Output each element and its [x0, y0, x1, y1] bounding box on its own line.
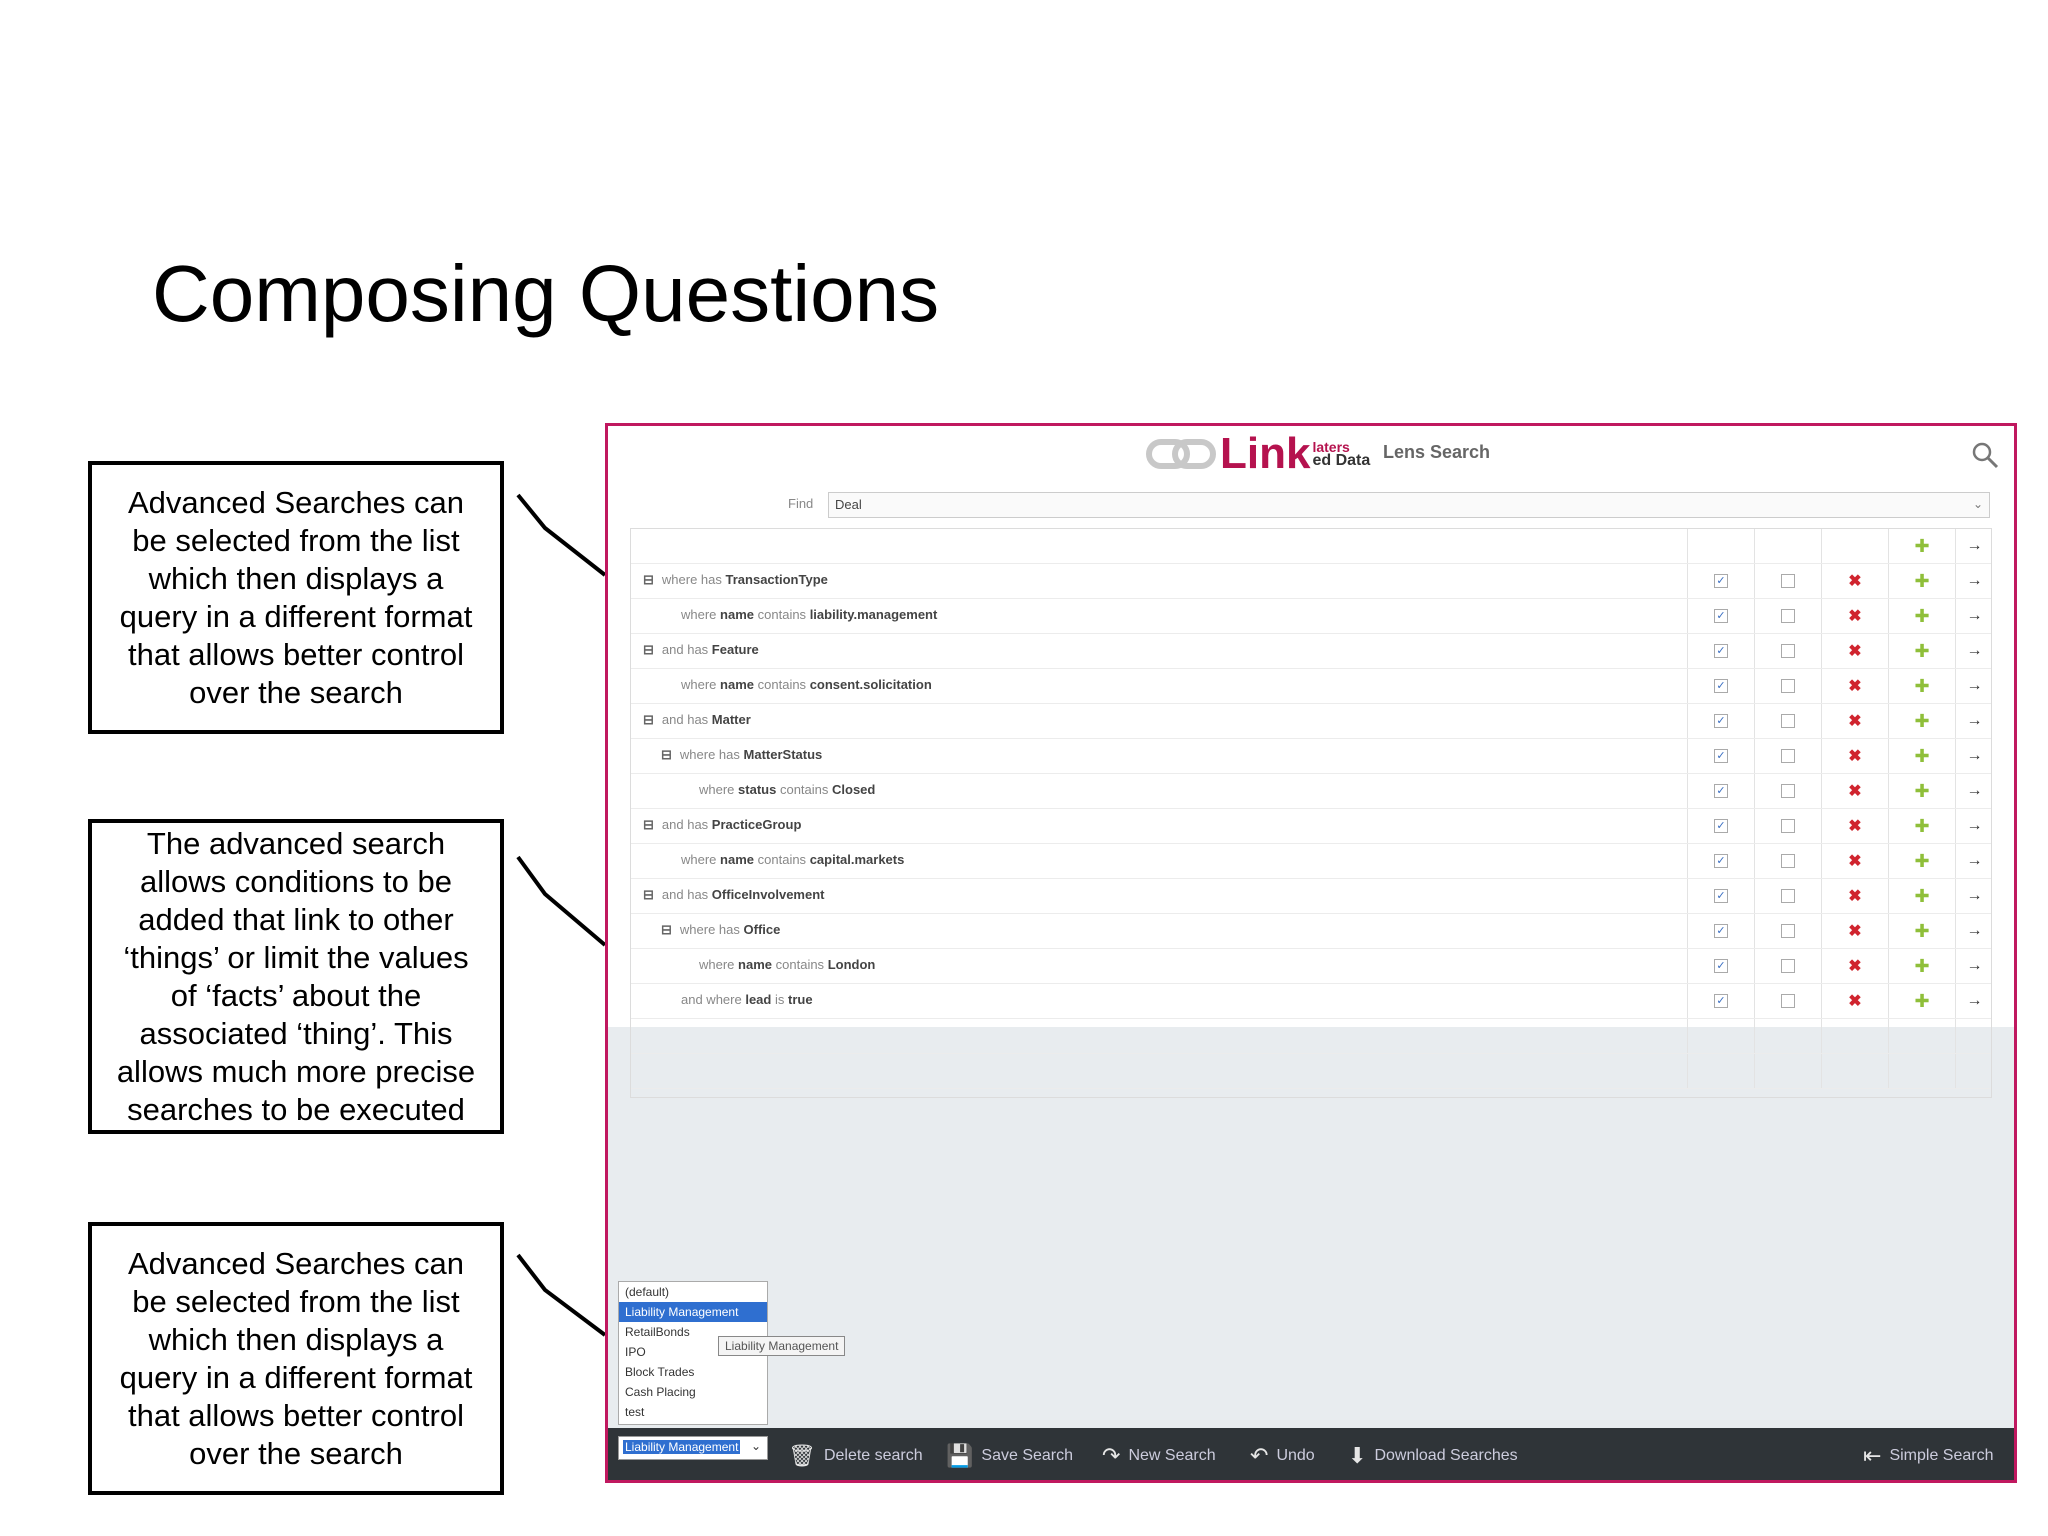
include-checkbox[interactable]: ✓	[1714, 924, 1728, 938]
find-type-select[interactable]	[828, 492, 1990, 518]
arrow-right-icon[interactable]: →	[1955, 879, 1993, 913]
include-checkbox-cell	[1687, 914, 1754, 948]
condition-prefix: and has	[661, 817, 709, 832]
new-search-button[interactable]	[1102, 1443, 1216, 1469]
add-condition-icon[interactable]: ✚	[1888, 809, 1955, 843]
delete-condition-icon[interactable]: ✖	[1821, 564, 1888, 598]
delete-condition-icon[interactable]: ✖	[1821, 739, 1888, 773]
delete-condition-icon[interactable]: ✖	[1821, 879, 1888, 913]
arrow-right-icon[interactable]: →	[1955, 704, 1993, 738]
undo-label: Undo	[1276, 1447, 1315, 1464]
include-checkbox-cell	[1687, 669, 1754, 703]
condition-field: Office	[743, 922, 781, 937]
callout-saved-searches-bottom	[88, 1222, 504, 1495]
include-checkbox[interactable]: ✓	[1714, 784, 1728, 798]
condition-field: OfficeInvolvement	[711, 887, 825, 902]
saved-search-option[interactable]: Liability Management	[619, 1302, 767, 1322]
include-checkbox-cell	[1687, 599, 1754, 633]
logo-suffix	[1312, 440, 1370, 468]
optional-checkbox-cell	[1754, 914, 1821, 948]
condition-op: contains	[779, 782, 829, 797]
condition-prefix: where	[681, 607, 717, 622]
include-checkbox-cell	[1687, 879, 1754, 913]
include-checkbox[interactable]: ✓	[1714, 854, 1728, 868]
condition-op: contains	[757, 677, 807, 692]
app-header	[608, 426, 2014, 482]
optional-checkbox[interactable]	[1781, 679, 1795, 693]
include-checkbox[interactable]: ✓	[1714, 994, 1728, 1008]
add-condition-icon[interactable]: ✚	[1888, 949, 1955, 983]
optional-checkbox[interactable]	[1781, 609, 1795, 623]
linkedata-logo	[1146, 429, 1371, 478]
include-checkbox-cell	[1687, 984, 1754, 1018]
include-checkbox-cell	[1687, 634, 1754, 668]
arrow-right-icon[interactable]: →	[1955, 809, 1993, 843]
download-searches-button[interactable]	[1348, 1443, 1518, 1469]
empty-cell	[1821, 1019, 1888, 1053]
optional-checkbox-cell	[1754, 599, 1821, 633]
undo-arrow-icon: ↶	[1250, 1443, 1269, 1468]
query-row	[631, 844, 1991, 879]
slide-title: Composing Questions	[152, 249, 940, 338]
delete-condition-icon[interactable]: ✖	[1821, 984, 1888, 1018]
delete-search-label: Delete search	[823, 1447, 923, 1464]
add-condition-icon[interactable]: ✚	[1888, 564, 1955, 598]
include-checkbox[interactable]: ✓	[1714, 959, 1728, 973]
arrow-right-icon[interactable]: →	[1955, 949, 1993, 983]
delete-condition-icon[interactable]: ✖	[1821, 809, 1888, 843]
delete-condition-icon[interactable]: ✖	[1821, 949, 1888, 983]
saved-search-tooltip: Liability Management	[718, 1336, 845, 1356]
query-row	[631, 774, 1991, 809]
add-condition-icon[interactable]: ✚	[1888, 669, 1955, 703]
collapse-toggle-icon[interactable]: ⊟	[643, 572, 654, 587]
include-checkbox-cell	[1687, 564, 1754, 598]
condition-text[interactable]	[661, 747, 822, 763]
empty-cell	[1888, 1054, 1955, 1088]
condition-value: London	[827, 957, 876, 972]
empty-cell	[1955, 1019, 1993, 1053]
add-condition-icon[interactable]: ✚	[1888, 774, 1955, 808]
query-row	[631, 809, 1991, 844]
saved-search-option[interactable]: RetailBonds	[625, 1325, 690, 1339]
collapse-toggle-icon[interactable]: ⊟	[661, 747, 672, 762]
condition-prefix: where has	[679, 747, 740, 762]
delete-condition-icon[interactable]: ✖	[1821, 669, 1888, 703]
logo-sub-text: ed Data	[1312, 452, 1371, 469]
condition-op: contains	[757, 607, 807, 622]
condition-prefix: where has	[679, 922, 740, 937]
condition-text[interactable]	[699, 782, 875, 797]
condition-field: PracticeGroup	[711, 817, 802, 832]
optional-checkbox[interactable]	[1781, 819, 1795, 833]
optional-checkbox[interactable]	[1781, 994, 1795, 1008]
arrow-right-icon[interactable]: →	[1955, 914, 1993, 948]
collapse-toggle-icon[interactable]: ⊟	[643, 817, 654, 832]
callout-text: Advanced Searches can be selected from the list which then displays a query in a different format that allows better control over the search	[119, 1245, 473, 1471]
condition-value: capital.markets	[809, 852, 905, 867]
add-condition-icon[interactable]: ✚	[1888, 984, 1955, 1018]
optional-checkbox[interactable]	[1781, 924, 1795, 938]
add-condition-icon[interactable]: ✚	[1888, 599, 1955, 633]
arrow-right-icon[interactable]: →	[1955, 739, 1993, 773]
include-checkbox[interactable]: ✓	[1714, 714, 1728, 728]
saved-searches-select[interactable]	[618, 1436, 768, 1460]
simple-search-label: Simple Search	[1889, 1447, 1994, 1464]
optional-checkbox-cell	[1754, 669, 1821, 703]
undo-button[interactable]	[1250, 1443, 1315, 1469]
optional-checkbox-cell	[1754, 564, 1821, 598]
arrow-right-icon[interactable]: →	[1955, 564, 1993, 598]
collapse-toggle-icon[interactable]: ⊟	[661, 922, 672, 937]
optional-checkbox[interactable]	[1781, 644, 1795, 658]
condition-field: name	[720, 607, 755, 622]
header-cell	[1687, 529, 1754, 563]
optional-checkbox-cell	[1754, 774, 1821, 808]
saved-search-option[interactable]: (default)	[625, 1285, 670, 1299]
include-checkbox[interactable]: ✓	[1714, 749, 1728, 763]
optional-checkbox[interactable]	[1781, 784, 1795, 798]
empty-cell	[1888, 1019, 1955, 1053]
condition-text[interactable]	[699, 957, 875, 972]
condition-prefix: and has	[661, 642, 709, 657]
empty-cell	[1754, 1054, 1821, 1088]
condition-text[interactable]	[681, 607, 937, 622]
include-checkbox[interactable]: ✓	[1714, 819, 1728, 833]
empty-row	[631, 1019, 1991, 1054]
query-row	[631, 949, 1991, 984]
include-checkbox-cell	[1687, 704, 1754, 738]
condition-text[interactable]	[643, 712, 751, 728]
query-table	[630, 528, 1992, 1098]
arrow-right-icon[interactable]: →	[1955, 634, 1993, 668]
callout-text: Advanced Searches can be selected from the list which then displays a query in a different format that allows better control over the search	[119, 484, 473, 710]
delete-condition-icon[interactable]: ✖	[1821, 634, 1888, 668]
saved-search-option[interactable]: test	[625, 1405, 645, 1419]
condition-field: name	[720, 677, 755, 692]
condition-field: name	[720, 852, 755, 867]
add-condition-icon[interactable]: ✚	[1888, 879, 1955, 913]
optional-checkbox-cell	[1754, 844, 1821, 878]
condition-text[interactable]	[643, 572, 828, 588]
include-checkbox-cell	[1687, 844, 1754, 878]
condition-field: lead	[745, 992, 772, 1007]
download-searches-label: Download Searches	[1374, 1447, 1518, 1464]
condition-op: contains	[775, 957, 825, 972]
condition-prefix: where has	[661, 572, 722, 587]
add-condition-icon[interactable]: ✚	[1888, 914, 1955, 948]
download-icon: ⬇	[1348, 1443, 1367, 1468]
optional-checkbox-cell	[1754, 809, 1821, 843]
find-label: Find	[788, 496, 814, 511]
callout-advanced-search	[88, 819, 504, 1134]
save-search-label: Save Search	[981, 1447, 1074, 1464]
include-checkbox-cell	[1687, 809, 1754, 843]
save-search-button[interactable]	[946, 1443, 1073, 1469]
delete-search-button[interactable]	[788, 1443, 923, 1469]
condition-text[interactable]	[643, 642, 759, 658]
query-builder	[608, 482, 2014, 1027]
include-checkbox[interactable]: ✓	[1714, 889, 1728, 903]
arrow-right-icon[interactable]: →	[1955, 984, 1993, 1018]
query-row	[631, 564, 1991, 599]
exit-panel-icon: ⇤	[1863, 1443, 1882, 1468]
add-condition-icon[interactable]: ✚	[1888, 704, 1955, 738]
query-row	[631, 914, 1991, 949]
optional-checkbox-cell	[1754, 949, 1821, 983]
empty-cell	[1821, 1054, 1888, 1088]
bottom-toolbar	[608, 1428, 2014, 1480]
condition-op: is	[774, 992, 785, 1007]
optional-checkbox-cell	[1754, 739, 1821, 773]
optional-checkbox-cell	[1754, 704, 1821, 738]
saved-search-option[interactable]: IPO	[625, 1345, 646, 1359]
condition-value: true	[788, 992, 813, 1007]
optional-checkbox[interactable]	[1781, 889, 1795, 903]
empty-cell	[1687, 1019, 1754, 1053]
include-checkbox[interactable]: ✓	[1714, 644, 1728, 658]
condition-field: Feature	[711, 642, 759, 657]
arrow-right-icon[interactable]: →	[1955, 599, 1993, 633]
query-row	[631, 704, 1991, 739]
query-header-row	[631, 529, 1991, 564]
callout-text: The advanced search allows conditions to be added that link to other ‘things’ or limit the values of ‘facts’ about the associated ‘thing’. This allows much more precise searches to be executed	[116, 825, 476, 1127]
saved-search-selected: Liability Management	[625, 1440, 739, 1454]
chain-link-icon	[1146, 436, 1216, 472]
optional-checkbox[interactable]	[1781, 854, 1795, 868]
optional-checkbox[interactable]	[1781, 959, 1795, 973]
optional-checkbox-cell	[1754, 634, 1821, 668]
arrow-right-icon[interactable]: →	[1955, 669, 1993, 703]
condition-prefix: and has	[661, 887, 709, 902]
optional-checkbox[interactable]	[1781, 714, 1795, 728]
add-root-condition-icon[interactable]: ✚	[1888, 529, 1955, 563]
chevron-down-icon: ⌄	[1972, 497, 1983, 511]
floppy-disk-icon: 💾	[946, 1443, 974, 1468]
condition-prefix: where	[699, 957, 735, 972]
app-title: Lens Search	[1383, 442, 1491, 462]
include-checkbox-cell	[1687, 739, 1754, 773]
callout-saved-searches-top	[88, 461, 504, 734]
query-row	[631, 599, 1991, 634]
query-row	[631, 984, 1991, 1019]
trash-icon: 🗑	[788, 1443, 816, 1468]
condition-text[interactable]	[681, 677, 932, 692]
optional-checkbox-cell	[1754, 984, 1821, 1018]
condition-text[interactable]	[661, 922, 780, 938]
condition-value: Closed	[832, 782, 876, 797]
empty-cell	[1955, 1054, 1993, 1088]
include-checkbox[interactable]: ✓	[1714, 609, 1728, 623]
delete-condition-icon[interactable]: ✖	[1821, 774, 1888, 808]
query-row	[631, 634, 1991, 669]
condition-text[interactable]	[681, 992, 813, 1007]
collapse-toggle-icon[interactable]: ⊟	[643, 887, 654, 902]
collapse-toggle-icon[interactable]: ⊟	[643, 712, 654, 727]
simple-search-button[interactable]	[1863, 1443, 1993, 1469]
condition-text[interactable]	[643, 887, 825, 903]
header-cell	[1821, 529, 1888, 563]
arrow-right-icon[interactable]: →	[1955, 529, 1993, 563]
include-checkbox[interactable]: ✓	[1714, 679, 1728, 693]
condition-prefix: and where	[681, 992, 742, 1007]
query-row	[631, 739, 1991, 774]
chevron-down-icon: ⌄	[750, 1439, 761, 1453]
header-cell	[1754, 529, 1821, 563]
condition-prefix: where	[681, 677, 717, 692]
add-condition-icon[interactable]: ✚	[1888, 634, 1955, 668]
connector-line-1	[518, 495, 605, 575]
condition-field: Matter	[711, 712, 751, 727]
add-condition-icon[interactable]: ✚	[1888, 844, 1955, 878]
connector-line-3	[518, 1255, 605, 1335]
condition-prefix: where	[699, 782, 735, 797]
condition-text[interactable]	[643, 817, 801, 833]
condition-field: TransactionType	[725, 572, 828, 587]
redo-arrow-icon: ↷	[1102, 1443, 1121, 1468]
connector-line-2	[518, 857, 605, 945]
saved-search-option[interactable]: Block Trades	[625, 1365, 695, 1379]
optional-checkbox[interactable]	[1781, 749, 1795, 763]
condition-op: contains	[757, 852, 807, 867]
magnifier-icon[interactable]	[1970, 440, 2000, 470]
condition-prefix: and has	[661, 712, 709, 727]
condition-text[interactable]	[681, 852, 904, 867]
arrow-right-icon[interactable]: →	[1955, 844, 1993, 878]
delete-condition-icon[interactable]: ✖	[1821, 704, 1888, 738]
empty-row	[631, 1054, 1991, 1089]
logo-link-text: Link	[1220, 429, 1311, 478]
condition-value: liability.management	[809, 607, 938, 622]
find-row	[608, 492, 2014, 518]
saved-search-option[interactable]: Cash Placing	[625, 1385, 696, 1399]
condition-field: name	[738, 957, 773, 972]
query-row	[631, 879, 1991, 914]
delete-condition-icon[interactable]: ✖	[1821, 914, 1888, 948]
arrow-right-icon[interactable]: →	[1955, 774, 1993, 808]
collapse-toggle-icon[interactable]: ⊟	[643, 642, 654, 657]
optional-checkbox-cell	[1754, 879, 1821, 913]
optional-checkbox[interactable]	[1781, 574, 1795, 588]
new-search-label: New Search	[1128, 1447, 1216, 1464]
empty-cell	[1687, 1054, 1754, 1088]
condition-value: consent.solicitation	[809, 677, 932, 692]
empty-cell	[1754, 1019, 1821, 1053]
condition-field: status	[738, 782, 777, 797]
include-checkbox-cell	[1687, 774, 1754, 808]
condition-prefix: where	[681, 852, 717, 867]
logo-sup-text: laters	[1312, 439, 1350, 455]
condition-field: MatterStatus	[743, 747, 823, 762]
delete-condition-icon[interactable]: ✖	[1821, 844, 1888, 878]
query-row	[631, 669, 1991, 704]
delete-condition-icon[interactable]: ✖	[1821, 599, 1888, 633]
include-checkbox-cell	[1687, 949, 1754, 983]
include-checkbox[interactable]: ✓	[1714, 574, 1728, 588]
find-type-value: Deal	[835, 497, 862, 512]
app-screenshot	[605, 423, 2017, 1483]
add-condition-icon[interactable]: ✚	[1888, 739, 1955, 773]
